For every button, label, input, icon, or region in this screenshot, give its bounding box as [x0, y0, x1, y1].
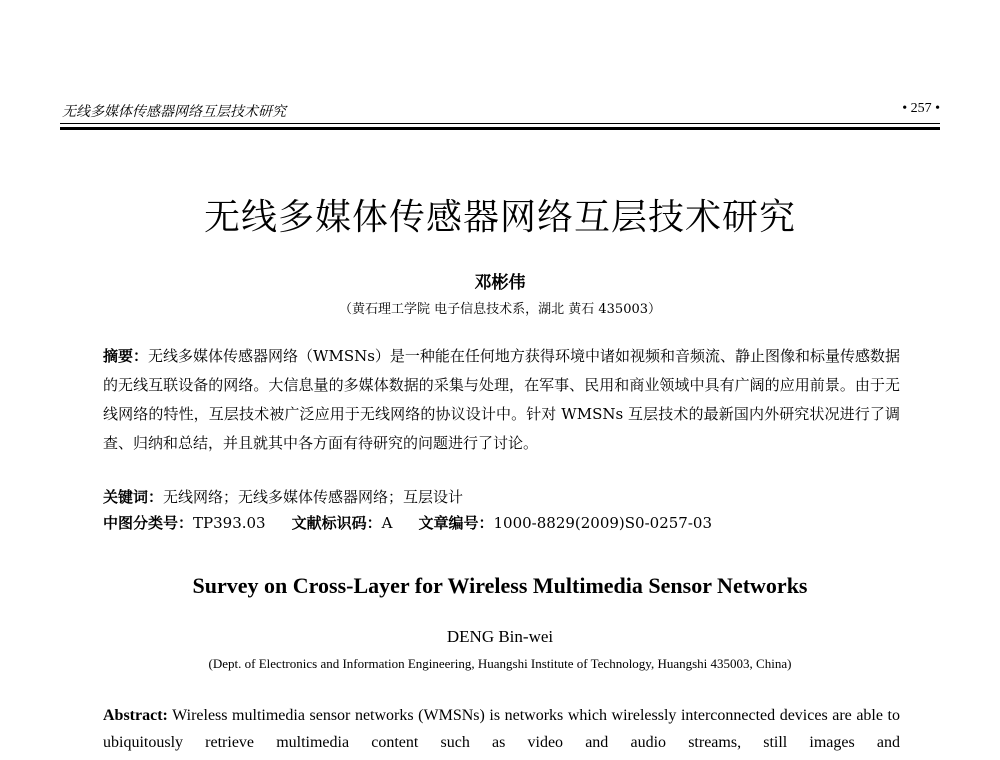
english-affiliation: (Dept. of Electronics and Information Engineering, Huangshi Institute of Technology, Huangshi 435003, China) — [208, 656, 792, 671]
article-no-label: 文章编号： — [418, 514, 494, 532]
classification-line — [103, 512, 712, 533]
chinese-abstract — [103, 342, 900, 458]
english-abstract-label: Abstract: — [103, 707, 168, 724]
chinese-author: 邓彬伟 — [474, 273, 526, 293]
page-number: • 257 • — [902, 101, 940, 116]
header-rule-thick — [60, 127, 940, 130]
english-abstract — [103, 702, 900, 756]
chinese-abstract-text: 无线多媒体传感器网络（WMSNs）是一种能在任何地方获得环境中诸如视频和音频流、静止图像和标量传感数据的无线互联设备的网络。大信息量的多媒体数据的采集与处理，在军事、民用和商业领域中具有广阔的应用前景。由于无线网络的特性，互层技术被广泛应用于无线网络的协议设计中。针对 WMSNs 互层技术的最新国内外研究状况进行了调查、归纳和总结，并且就其中各方面有待研究的问题进行了讨论。 — [103, 347, 900, 452]
chinese-title: 无线多媒体传感器网络互层技术研究 — [203, 197, 796, 238]
english-author: DENG Bin-wei — [446, 627, 554, 646]
chinese-abstract-label: 摘要： — [103, 347, 149, 365]
chinese-affiliation: （黄石理工学院 电子信息技术系，湖北 黄石 435003） — [338, 302, 662, 317]
running-head-title: 无线多媒体传感器网络互层技术研究 — [62, 104, 286, 120]
clc-value: TP393.03 — [193, 514, 266, 532]
article-no-value: 1000-8829(2009)S0-0257-03 — [493, 514, 712, 532]
keywords-label: 关键词： — [103, 488, 164, 506]
chinese-keywords — [103, 486, 463, 507]
clc-label: 中图分类号： — [103, 514, 194, 532]
doc-code-value: A — [381, 514, 393, 532]
english-abstract-text: Wireless multimedia sensor networks (WMSNs) is networks which wirelessly interconnected devices are able to ubiquitously retrieve multimedia content such as video and audio streams, still images and — [103, 707, 900, 751]
keywords-text: 无线网络；无线多媒体传感器网络；互层设计 — [163, 488, 464, 506]
header-rule-thin — [60, 123, 940, 124]
english-title: Survey on Cross-Layer for Wireless Multimedia Sensor Networks — [192, 573, 808, 598]
doc-code-label: 文献标识码： — [291, 514, 382, 532]
